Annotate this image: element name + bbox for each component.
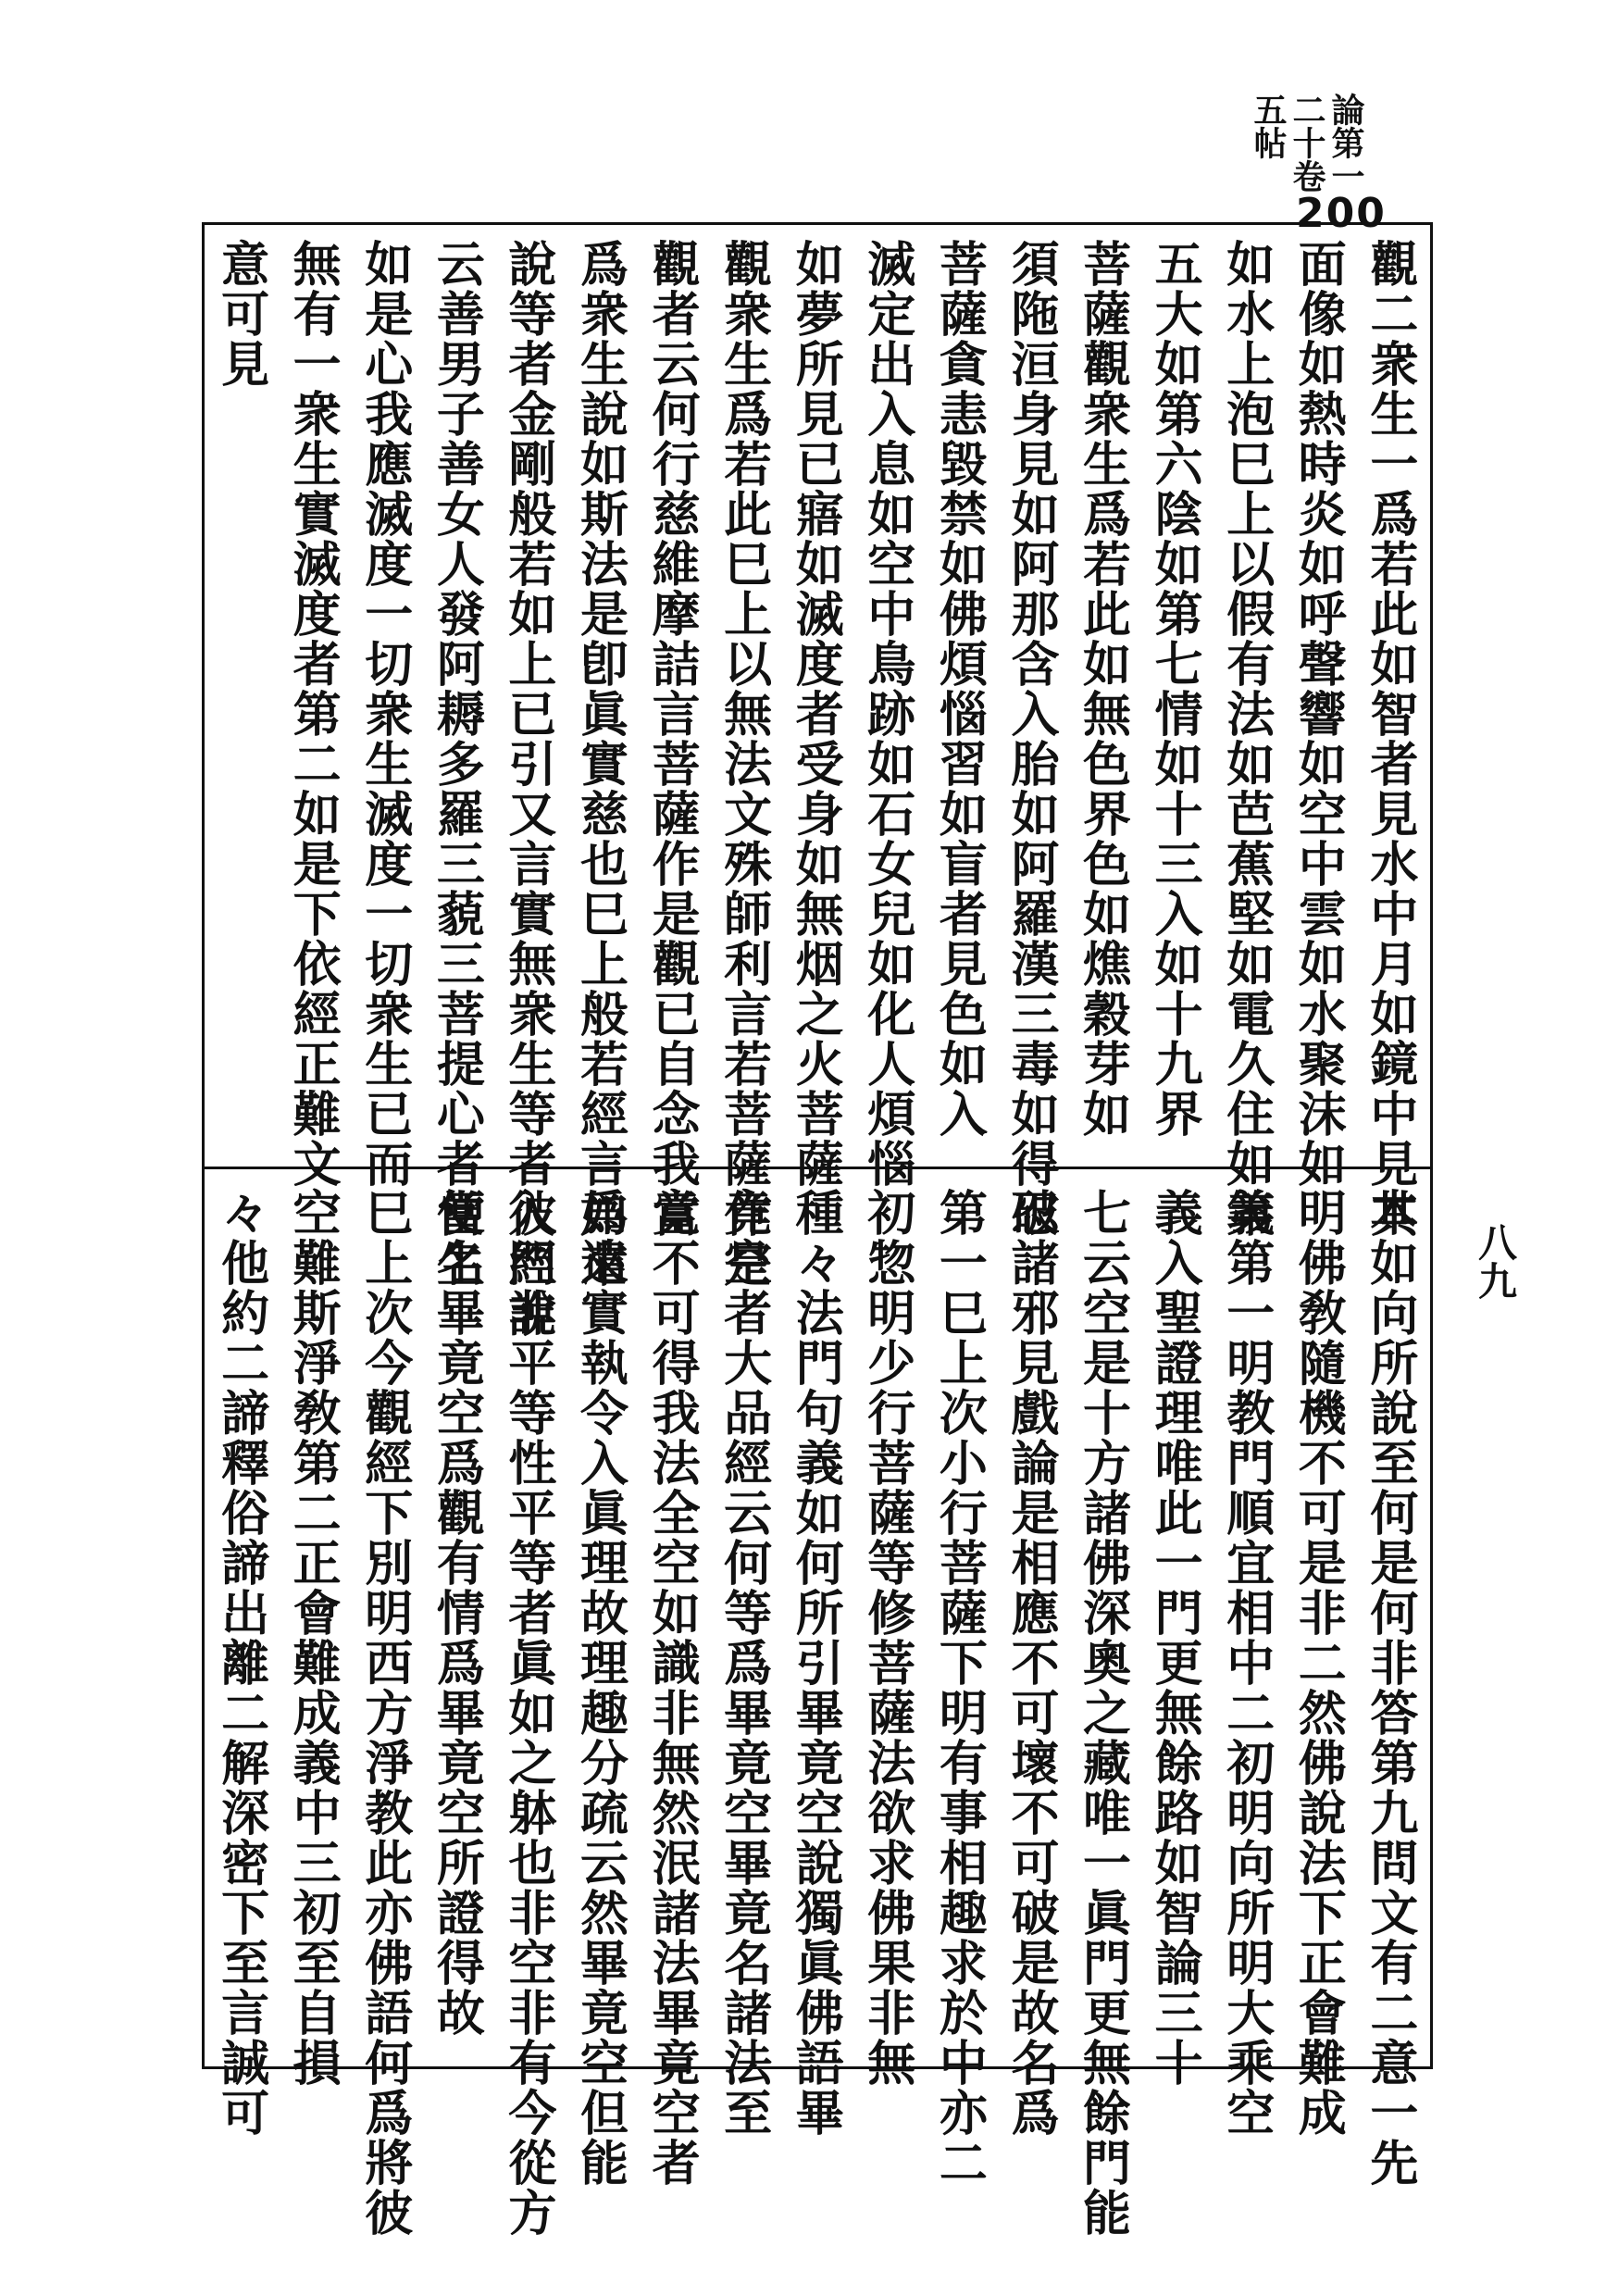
header-line: 五帖 [1249,93,1288,159]
text-column: 意可見 [212,239,269,389]
bottom-section [212,1188,1418,2238]
text-column: 入門非平等性平等者眞如之躰也非空非有今從方 [499,1188,556,2238]
text-column: 第一巳上次小行菩薩下明有事相趣求於中亦二 [930,1188,988,2188]
header-line: 論第一 [1326,93,1365,193]
text-column: 爲遣實執令入眞理故理趣分疏云然畢竟空但能 [571,1188,629,2188]
text-column: 初惣明少行菩薩等修菩薩法欲求佛果非無 [858,1188,915,2088]
text-column: 便名畢竟空爲觀有情爲畢竟空所證得故 [428,1188,485,2038]
text-column: 觀二衆生一爲若此如智者見水中月如鏡中見其 [1361,239,1418,1239]
text-column: 空難斯淨敎第二正會難成義中三初至自損 [284,1188,342,2088]
text-column: 義入聖證理唯此一門更無餘路如智論三十 [1146,1188,1203,2088]
side-page-number: 八九 [1473,1222,1518,1300]
text-column: 說等者金剛般若如上已引又言實無衆生等者彼經說 [499,239,556,1339]
text-column: 無有一衆生實滅度者第二如是下依經正難文 [284,239,342,1189]
top-section [212,239,1418,1339]
text-column: 竟不可得我法全空如識非無然泯諸法畢竟空者 [643,1188,701,2188]
text-column: 々他約二諦釋俗諦出離二解深密下至言誠可 [212,1188,269,2138]
text-column: 如夢所見已寤如滅度者受身如無烟之火菩薩 [787,239,844,1189]
text-column: 竟空者大品經云何等爲畢竟空畢竟名諸法至 [715,1188,772,2138]
header-line: 二十卷 [1288,93,1326,193]
text-column: 五大如第六陰如第七情如十三入如十九界 [1146,239,1203,1139]
text-column: 菩薩觀衆生爲若此如無色界色如燋穀芽如 [1074,239,1131,1139]
text-column: 觀衆生爲若此巳上以無法文殊師利言若菩薩作是 [715,239,772,1289]
text-column: 七云空是十方諸佛深奧之藏唯一眞門更無餘門能 [1074,1188,1131,2238]
text-column: 爲衆生說如斯法是卽眞實慈也巳上般若經言如來 [571,239,629,1289]
text-column: 須陁洹身見如阿那含入胎如阿羅漢三毒如得忍 [1002,239,1059,1239]
text-column: 面像如熱時炎如呼聲響如空中雲如水聚沫如 [1289,239,1347,1189]
page-number: 200 [1296,190,1387,237]
text-column: 如水上泡巳上以假有法如芭蕉堅如電久住如第 [1217,239,1275,1239]
text-column: 云善男子善女人發阿耨多羅三藐三菩提心者當生 [428,239,485,1289]
header-title-lines [1246,93,1363,193]
text-column: 菩薩貪恚毀禁如佛煩惱習如盲者見色如入 [930,239,988,1139]
text-column: 巳上次今觀經下別明西方淨教此亦佛語何爲將彼 [355,1188,413,2238]
text-column: 義第一明教門順宜相中二初明向所明大乘空 [1217,1188,1275,2138]
text-column: 破諸邪見戲論是相應不可壞不可破是故名爲 [1002,1188,1059,2138]
text-column: 滅定出入息如空中鳥跡如石女兒如化人煩惱 [858,239,915,1189]
text-column: 明佛敎隨機不可是非二然佛說法下正會難成 [1289,1188,1347,2138]
text-column: 觀者云何行慈維摩詰言菩薩作是觀已自念我當 [643,239,701,1239]
text-column: 如是心我應滅度一切衆生滅度一切衆生已而 [355,239,413,1189]
text-column: 種々法門句義如何所引畢竟空說獨眞佛語畢 [787,1188,844,2138]
text-column: 本如向所說至何是何非答第九問文有二意一先 [1361,1188,1418,2188]
